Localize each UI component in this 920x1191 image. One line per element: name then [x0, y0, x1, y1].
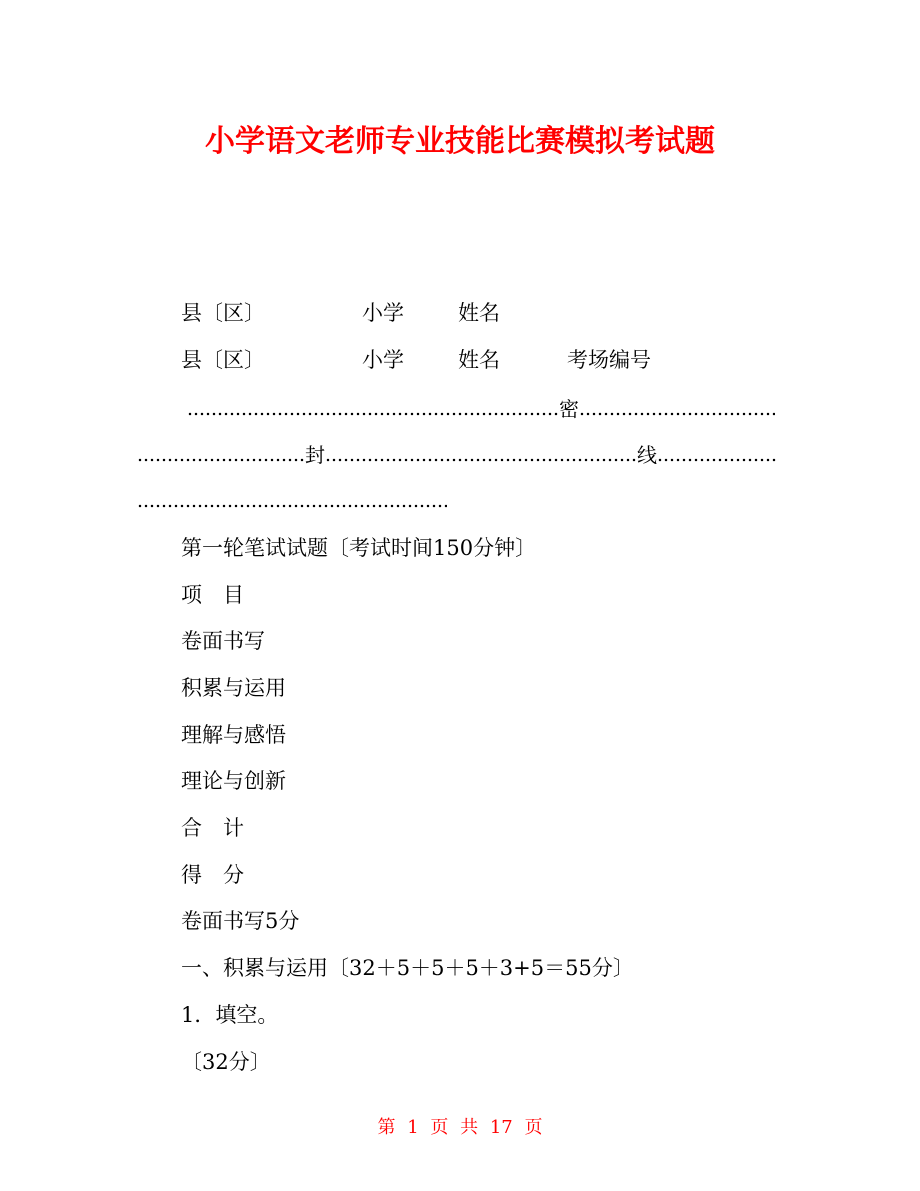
name-label: 姓名: [458, 348, 500, 372]
seal-line-2: [137, 440, 777, 470]
body-line: 得 分: [181, 863, 244, 887]
dotted-rule: [579, 412, 775, 416]
body-line: 项 目: [181, 583, 244, 607]
dotted-rule: [325, 458, 637, 462]
body-line: 卷面书写5分: [181, 909, 300, 933]
county-label: 县〔区〕: [181, 348, 265, 372]
header-row-2: [0, 345, 920, 375]
county-label: 县〔区〕: [181, 301, 265, 325]
dotted-rule: [137, 458, 305, 462]
dotted-rule: [187, 412, 559, 416]
body-line: 积累与运用: [181, 676, 286, 700]
exam-room-label: 考场编号: [567, 348, 651, 372]
body-line: 合 计: [181, 816, 244, 840]
document-title: 小学语文老师专业技能比赛模拟考试题: [205, 124, 715, 159]
seal-mark-mi: 密: [559, 397, 579, 421]
body-line: 卷面书写: [181, 629, 265, 653]
dotted-rule: [137, 504, 447, 508]
seal-mark-feng: 封: [305, 443, 325, 467]
seal-line-3: [137, 486, 447, 516]
body-line: 第一轮笔试试题〔考试时间150分钟〕: [181, 536, 537, 560]
dotted-rule: [657, 458, 777, 462]
header-row-1: [0, 298, 920, 328]
body-line: 1．填空。: [181, 1003, 279, 1027]
seal-line-1: [187, 394, 775, 424]
seal-mark-xian: 线: [637, 443, 657, 467]
page-footer: 第 1 页 共 17 页: [377, 1117, 543, 1138]
school-label: 小学: [362, 301, 404, 325]
body-line: 理解与感悟: [181, 723, 286, 747]
body-line: 一、积累与运用〔32＋5＋5＋5＋3+5＝55分〕: [181, 956, 634, 980]
name-label: 姓名: [458, 301, 500, 325]
school-label: 小学: [362, 348, 404, 372]
body-line: 理论与创新: [181, 769, 286, 793]
body-line: 〔32分〕: [181, 1050, 271, 1074]
